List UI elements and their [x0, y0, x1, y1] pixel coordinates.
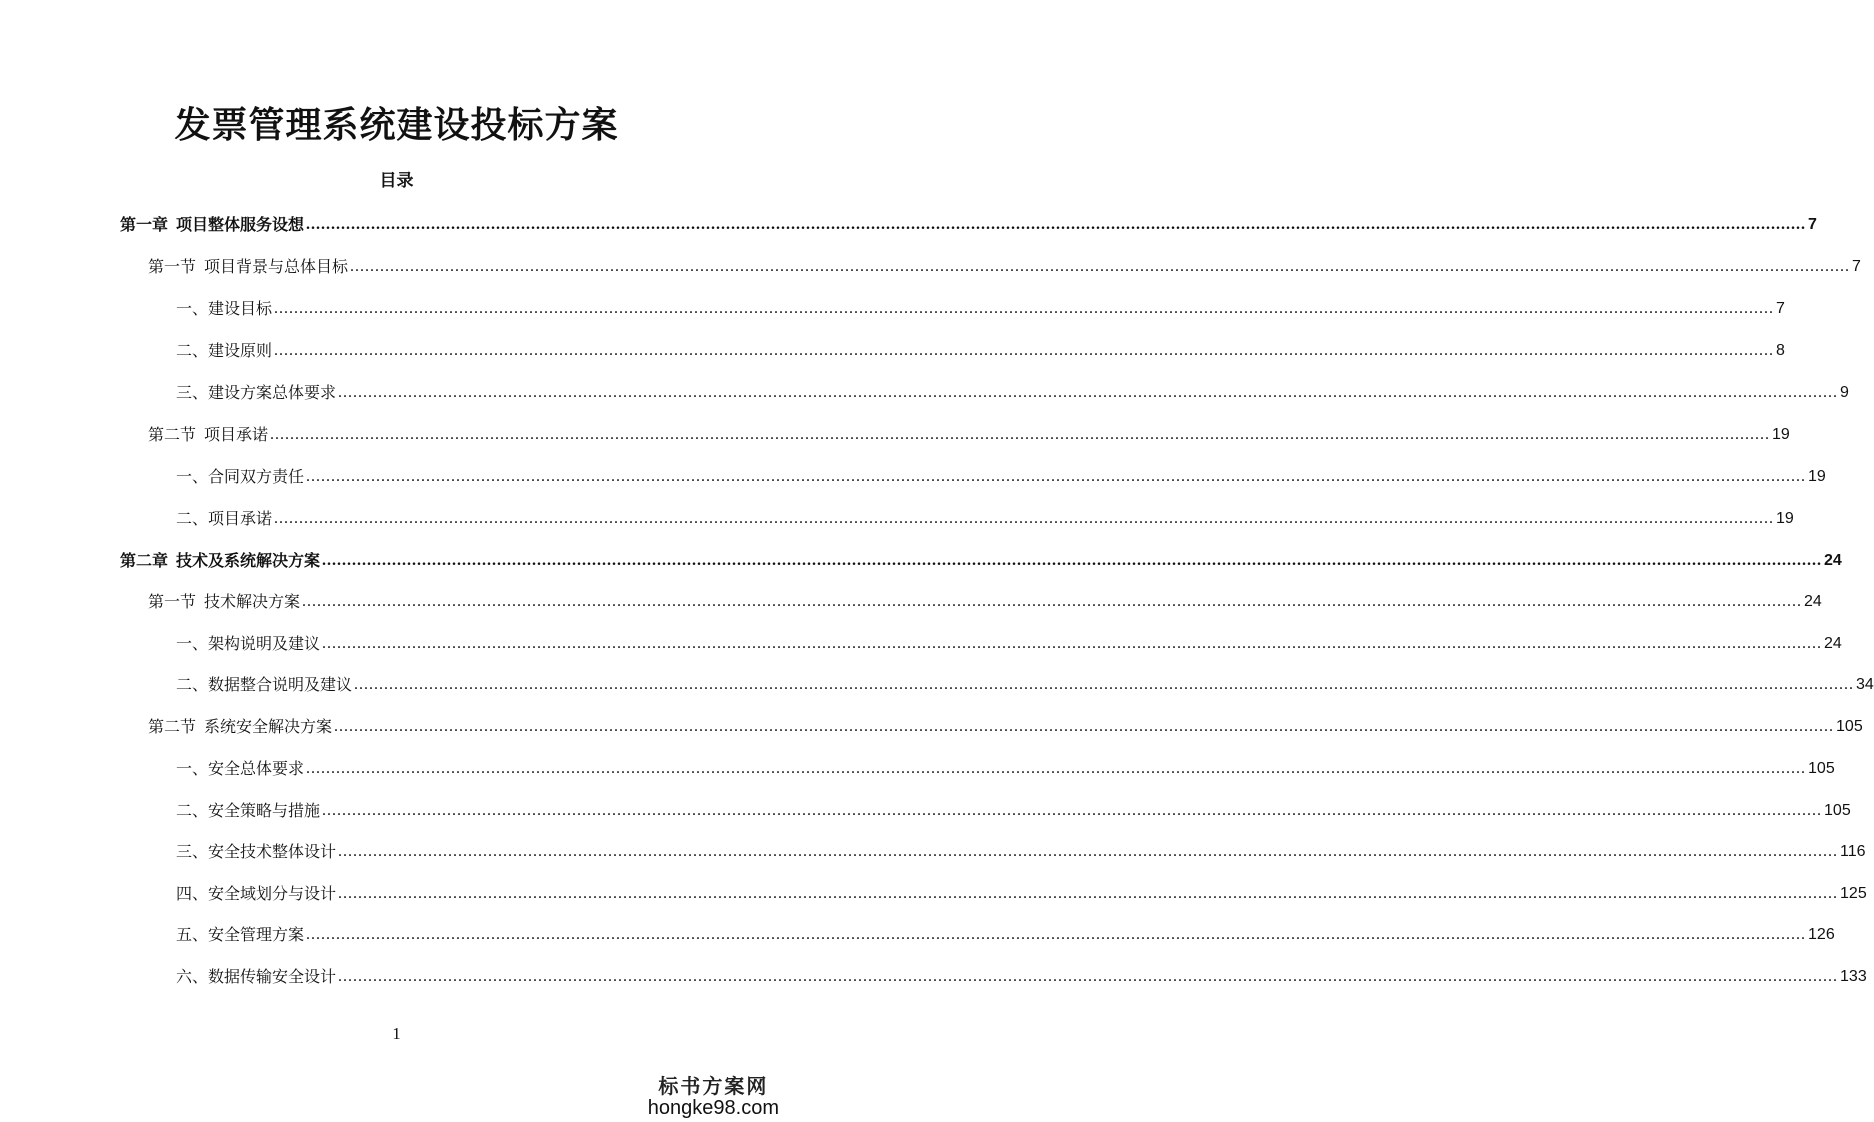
toc-entry-label	[176, 508, 272, 530]
toc-entry[interactable]	[176, 672, 1874, 696]
toc-entry[interactable]	[176, 922, 1835, 946]
toc-entry-label	[148, 424, 268, 446]
toc-entry-text: 二、数据整合说明及建议	[176, 675, 353, 694]
page-number: 1	[392, 1024, 401, 1043]
toc-leader-dots: ............................................................................................................................................................................................................................................................................................................	[338, 843, 1839, 860]
toc-entry-page: 24	[1804, 593, 1822, 610]
toc-entry-text: 二、建设原则	[176, 341, 273, 360]
toc-entry-page: 105	[1836, 718, 1863, 735]
toc-entry-number: 第一节	[148, 257, 197, 276]
toc-entry-label	[176, 298, 272, 320]
toc-entry-number: 第一章	[120, 215, 169, 234]
toc-entry-page: 7	[1852, 258, 1861, 275]
toc-entry-text: 技术及系统解决方案	[176, 551, 321, 570]
toc-entry[interactable]	[148, 589, 1822, 613]
toc-entry[interactable]	[148, 254, 1861, 278]
toc-entry-page: 19	[1808, 468, 1826, 485]
toc-entry-page: 125	[1840, 885, 1867, 902]
toc-leader-dots: ............................................................................................................................................................................................................................................................................................................	[306, 760, 1807, 777]
toc-entry-page: 8	[1776, 342, 1785, 359]
toc-leader-dots: ............................................................................................................................................................................................................................................................................................................	[306, 926, 1807, 943]
toc-leader-dots: ............................................................................................................................................................................................................................................................................................................	[274, 510, 1775, 527]
toc-entry[interactable]	[176, 881, 1867, 905]
toc-entry-label	[176, 633, 320, 655]
toc-leader-dots: ............................................................................................................................................................................................................................................................................................................	[322, 635, 1823, 652]
toc-entry-label	[176, 924, 304, 946]
toc-entry[interactable]	[148, 422, 1790, 446]
toc-entry-label	[176, 382, 336, 404]
toc-entry-label	[148, 256, 348, 278]
toc-entry[interactable]	[176, 506, 1794, 530]
toc-entry-page: 7	[1776, 300, 1785, 317]
toc-entry-label	[148, 716, 332, 738]
toc-leader-dots: ............................................................................................................................................................................................................................................................................................................	[338, 885, 1839, 902]
toc-leader-dots: ............................................................................................................................................................................................................................................................................................................	[322, 802, 1823, 819]
toc-entry-page: 126	[1808, 926, 1835, 943]
toc-entry[interactable]	[176, 798, 1851, 822]
toc-entry-text: 二、项目承诺	[176, 509, 273, 528]
toc-entry[interactable]	[176, 756, 1835, 780]
toc-leader-dots: ............................................................................................................................................................................................................................................................................................................	[306, 468, 1807, 485]
toc-leader-dots: ............................................................................................................................................................................................................................................................................................................	[302, 593, 1803, 610]
toc-entry-label	[176, 674, 352, 696]
toc-entry-number: 第二节	[148, 717, 197, 736]
toc-entry-text: 六、数据传输安全设计	[176, 967, 337, 986]
toc-entry-text: 三、安全技术整体设计	[176, 842, 337, 861]
toc-entry-label	[120, 214, 304, 236]
toc-entry-page: 133	[1840, 968, 1867, 985]
toc-entry-number: 第二节	[148, 425, 197, 444]
watermark-url: hongke98.com	[647, 1097, 779, 1119]
toc-entry-page: 19	[1776, 510, 1794, 527]
toc-entry[interactable]	[120, 548, 1842, 572]
toc-entry-text: 一、建设目标	[176, 299, 273, 318]
toc-entry[interactable]	[176, 296, 1785, 320]
toc-entry-label	[176, 340, 272, 362]
watermark-brand: 标书方案网	[658, 1074, 769, 1098]
toc-entry[interactable]	[176, 964, 1867, 988]
toc-entry-text: 二、安全策略与措施	[176, 801, 321, 820]
toc-entry-number: 第一节	[148, 592, 197, 611]
toc-leader-dots: ............................................................................................................................................................................................................................................................................................................	[338, 384, 1839, 401]
toc-entry[interactable]	[176, 380, 1849, 404]
toc-entry-text: 项目背景与总体目标	[204, 257, 349, 276]
toc-entry-text: 五、安全管理方案	[176, 925, 305, 944]
toc-entry-label	[176, 966, 336, 988]
toc-entry-page: 34	[1856, 676, 1874, 693]
toc-entry-page: 19	[1772, 426, 1790, 443]
toc-entry-label	[176, 883, 336, 905]
toc-entry[interactable]	[176, 631, 1842, 655]
toc-entry-page: 105	[1808, 760, 1835, 777]
toc-entry-text: 系统安全解决方案	[204, 717, 333, 736]
document-title: 发票管理系统建设投标方案	[174, 105, 619, 146]
toc-entry[interactable]	[120, 212, 1817, 236]
toc-leader-dots: ............................................................................................................................................................................................................................................................................................................	[338, 968, 1839, 985]
toc-leader-dots: ............................................................................................................................................................................................................................................................................................................	[350, 258, 1851, 275]
toc-entry[interactable]	[176, 338, 1785, 362]
toc-leader-dots: ............................................................................................................................................................................................................................................................................................................	[354, 676, 1855, 693]
toc-entry[interactable]	[176, 839, 1866, 863]
toc-entry-page: 116	[1840, 843, 1866, 860]
toc-entry-label	[176, 758, 304, 780]
toc-entry-label	[176, 800, 320, 822]
toc-entry-text: 三、建设方案总体要求	[176, 383, 337, 402]
toc-leader-dots: ............................................................................................................................................................................................................................................................................................................	[322, 552, 1823, 569]
toc-entry-text: 一、架构说明及建议	[176, 634, 321, 653]
toc-entry-page: 24	[1824, 552, 1842, 569]
toc-leader-dots: ............................................................................................................................................................................................................................................................................................................	[334, 718, 1835, 735]
toc-entry-text: 项目整体服务设想	[176, 215, 305, 234]
toc-entry-text: 技术解决方案	[204, 592, 301, 611]
toc-entry-label	[120, 550, 320, 572]
toc-entry[interactable]	[148, 714, 1863, 738]
toc-entry-page: 9	[1840, 384, 1849, 401]
toc-entry-page: 105	[1824, 802, 1851, 819]
toc-entry-text: 一、合同双方责任	[176, 467, 305, 486]
toc-entry-text: 一、安全总体要求	[176, 759, 305, 778]
toc-leader-dots: ............................................................................................................................................................................................................................................................................................................	[306, 216, 1807, 233]
toc-entry-page: 24	[1824, 635, 1842, 652]
toc-entry[interactable]	[176, 464, 1826, 488]
toc-entry-text: 项目承诺	[204, 425, 269, 444]
toc-leader-dots: ............................................................................................................................................................................................................................................................................................................	[274, 300, 1775, 317]
toc-heading: 目录	[379, 171, 414, 191]
toc-entry-label	[176, 466, 304, 488]
toc-entry-text: 四、安全域划分与设计	[176, 884, 337, 903]
toc-entry-page: 7	[1808, 216, 1817, 233]
toc-leader-dots: ............................................................................................................................................................................................................................................................................................................	[274, 342, 1775, 359]
toc-entry-label	[148, 591, 300, 613]
toc-entry-label	[176, 841, 336, 863]
toc-entry-number: 第二章	[120, 551, 169, 570]
watermark	[648, 1070, 779, 1120]
toc-leader-dots: ............................................................................................................................................................................................................................................................................................................	[270, 426, 1771, 443]
